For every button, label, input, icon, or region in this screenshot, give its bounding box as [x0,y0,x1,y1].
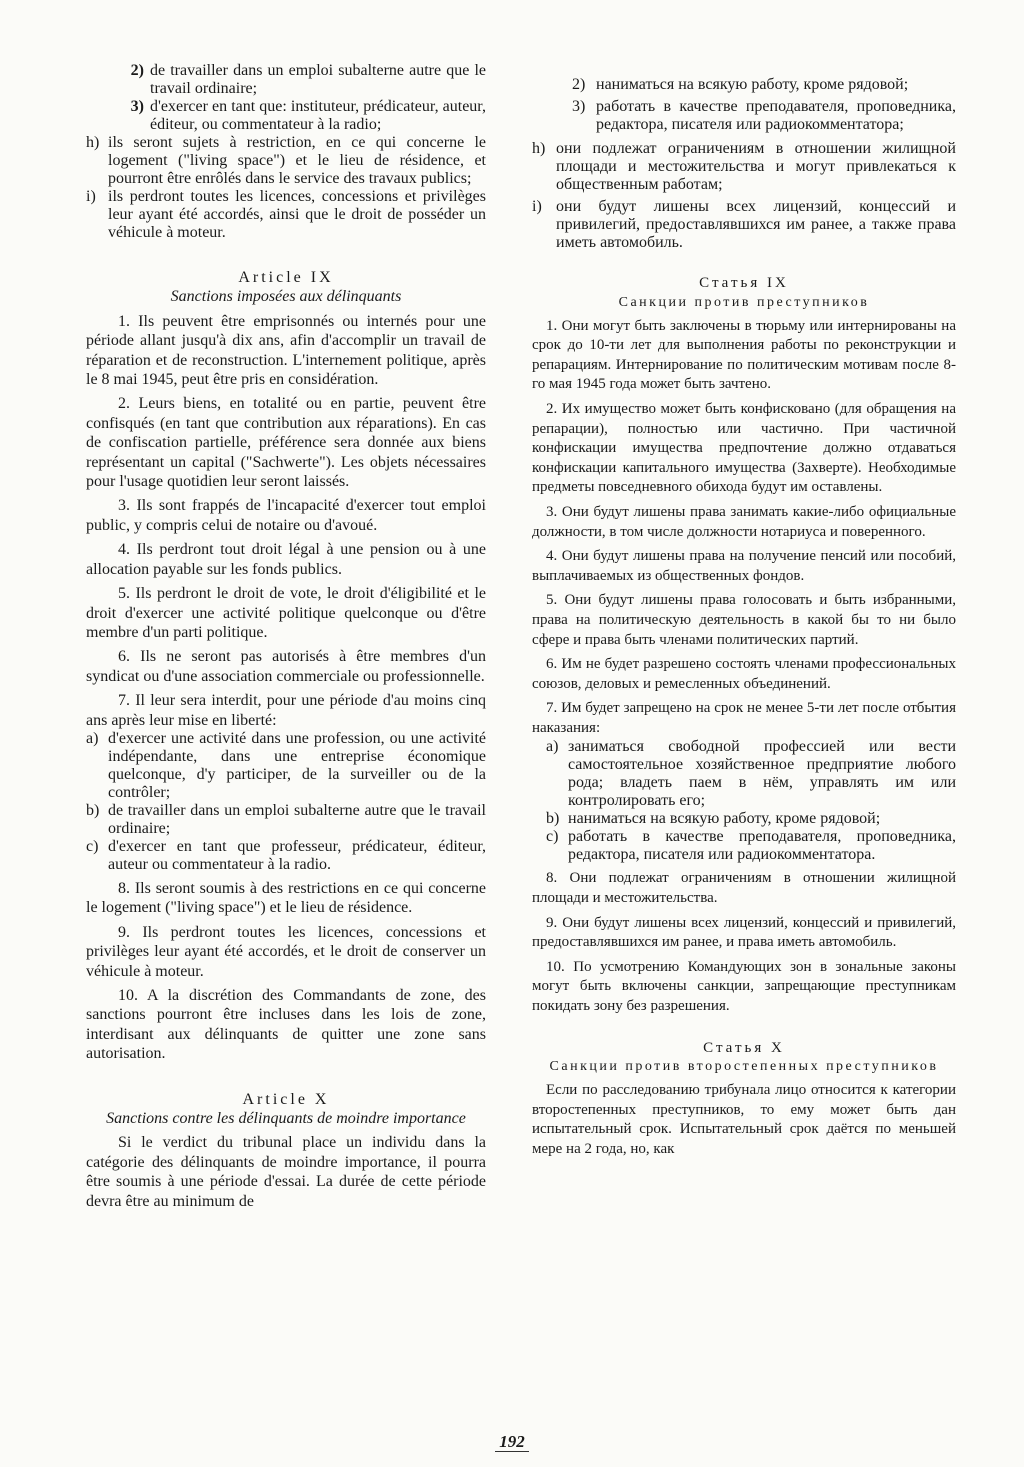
item-label: c) [86,837,99,855]
paragraph: Si le verdict du tribunal place un individu dans la catégorie des délinquants de moindre importance, il pourra être soumis à une période d'essai. La durée de cette période devra être au minimum de [86,1134,486,1210]
item-label: h) [532,140,546,157]
paragraph: 6. Ils ne seront pas autorisés à être membres d'un syndicat ou d'une association commerciale ou professionnelle. [86,648,486,685]
paragraph: 1. Они могут быть заключены в тюрьму или интернированы на срок до 10-ти лет для выполнения работы по реконструкции и репарациям. Интернирование по политическим мотивам после 8-го мая 1945 года может быть зачтено. [532,317,956,393]
paragraph: 10. По усмотрению Командующих зон в зональные законы могут быть включены санкции, запрещающие преступникам покидать зону без разрешения. [532,958,956,1015]
item-label: b) [86,801,100,819]
french-column [86,62,486,1211]
paragraph: 5. Они будут лишены права голосовать и быть избранными, права на политическую деятельность в какой бы то ни было сфере и права быть членами политических партий. [532,592,956,648]
item-text: ils perdront toutes les licences, concessions et privilèges leur ayant été accordés, ainsi que le droit de posséder un véhicule à moteur. [108,188,486,241]
item-text: заниматься свободной профессией или вести самостоятельное хозяйственное предприятие любого рода; владеть паем в нём, управлять им или контролировать его; [568,738,956,810]
list-item [572,76,956,94]
paragraph: 4. Они будут лишены права на получение пенсий или пособий, выплачиваемых из общественных фондов. [532,548,956,584]
item-text: d'exercer en tant que professeur, prédicateur, éditeur, auteur ou commentateur à la radio. [108,837,486,873]
paragraph: 4. Ils perdront tout droit légal à une pension ou à une allocation payable sur les fonds publics. [86,541,486,578]
article-heading: Article IX [238,269,334,286]
list-item [110,62,486,98]
page-number-text: 192 [495,1432,529,1452]
item-text: d'exercer en tant que: instituteur, prédicateur, auteur, éditeur, ou commentateur à la radio; [150,98,486,133]
paragraph: 10. A la discrétion des Commandants de zone, des sanctions pourront être incluses dans les lois de zone, interdisant aux délinquants de quitter une zone sans autorisation. [86,986,486,1063]
item-text: наниматься на всякую работу, кроме рядовой; [596,76,909,93]
paragraph: 3. Ils sont frappés de l'incapacité d'exercer tout emploi public, y compris celui de notaire ou d'avoué. [86,497,486,534]
item-text: работать в качестве преподавателя, проповедника, редактора, писателя или радиокомментатора; [596,98,956,133]
item-label: c) [546,828,559,846]
item-text: работать в качестве преподавателя, проповедника, редактора, писателя или радиокомментатора. [568,828,956,864]
list-item [532,140,956,194]
paragraph: 7. Им будет запрещено на срок не менее 5-ти лет после отбытия наказания: [532,700,956,736]
list-item [572,98,956,134]
item-text: они будут лишены всех лицензий, концессий и привилегий, предоставлявшихся им ранее, а также права иметь автомобиль. [556,198,956,251]
paragraph: 5. Ils perdront le droit de vote, le droit d'éligibilité et le droit d'exercer une activité politique quelconque ou d'être membre d'un parti politique. [86,585,486,641]
item-label: 3) [130,98,144,115]
article-heading: Article X [242,1090,330,1108]
item-text: de travailler dans un emploi subalterne autre que le travail ordinaire; [108,801,486,837]
item-label: i) [86,188,96,205]
article-subheading: Санкции против второстепенных преступников [549,1059,939,1075]
item-text: ils seront sujets à restriction, en ce qui concerne le logement ("living space") et le lieu de résidence, et pourront être enrôlés dans le service des travaux publics; [108,134,486,187]
item-text: de travailler dans un emploi subalterne autre que le travail ordinaire; [150,62,486,97]
item-label: a) [546,738,559,756]
item-label: 3) [572,98,586,115]
item-label: i) [532,198,542,215]
item-label: b) [546,810,560,828]
russian-column [532,76,956,1160]
paragraph: 6. Им не будет разрешено состоять членами профессиональных союзов, деловых и ремесленных объединений. [532,656,956,692]
paragraph: 8. Ils seront soumis à des restrictions en ce qui concerne le logement ("living space") et le lieu de résidence. [86,879,486,917]
paragraph: 1. Ils peuvent être emprisonnés ou internés pour une période allant jusqu'à dix ans, afin d'accomplir un travail de réparation et de reconstruction. L'internement politique, après le 8 mai 1945, peut être pris en considération. [86,312,486,389]
paragraph: 3. Они будут лишены права занимать какие-либо официальные должности, в том числе должности нотариуса и поверенного. [532,503,956,540]
page-number [0,1432,1024,1452]
item-text: наниматься на всякую работу, кроме рядовой; [568,810,881,828]
paragraph: 8. Они подлежат ограничениям в отношении жилищной площади и местожительства. [532,870,956,907]
article-heading: Статья IX [699,275,789,291]
item-text: d'exercer une activité dans une profession, ou une activité indépendante, dans une entreprise économique quelconque, d'y participer, de la surveiller ou de la contrôler; [108,729,486,801]
item-label: h) [86,134,100,151]
paragraph: 2. Их имущество может быть конфисковано (для обращения на репарации), полностью или частично. При частичной конфискации имущества предпочтение должно отдаваться конфискации капитального имущества (Захверте). Необходимые предметы повседневного обихода будут им оставлены. [532,400,956,496]
list-item [86,134,486,188]
item-label: a) [86,729,99,747]
article-heading: Статья X [703,1039,785,1056]
paragraph: 7. Il leur sera interdit, pour une période d'au moins cinq ans après leur mise en liberté: [86,692,486,729]
list-item [546,738,956,810]
list-item [546,810,956,828]
item-text: они подлежат ограничениям в отношении жилищной площади и местожительства и могут привлекаться к общественным работам; [556,140,956,193]
list-item [110,98,486,134]
paragraph: 9. Ils perdront toutes les licences, concessions et privilèges leur ayant été accordés, et le droit de conserver un véhicule à moteur. [86,923,486,980]
list-item [86,838,486,874]
paragraph: 2. Leurs biens, en totalité ou en partie, peuvent être confisqués (en tant que contribution aux réparations). En cas de confiscation partielle, préférence sera donnée aux biens représentant un capital ("Sachwerte"). Les objets nécessaires pour l'usage quotidien leur seront laissés. [86,395,486,491]
article-subheading: Санкции против преступников [618,294,870,310]
item-label: 2) [130,62,144,79]
list-item [86,188,486,242]
article-subheading: Sanctions imposées aux délinquants [170,288,402,306]
list-item [546,828,956,864]
paragraph: 9. Они будут лишены всех лицензий, концессий и привилегий, предоставлявшихся им ранее, и права иметь автомобиль. [532,914,956,951]
list-item [86,730,486,802]
list-item [532,198,956,252]
article-subheading: Sanctions contre les délinquants de moindre importance [106,1110,466,1127]
paragraph: Если по расследованию трибунала лицо относится к категории второстепенных преступников, то ему может быть дан испытательный срок. Испытательный срок даётся по меньшей мере на 2 года, но, как [532,1082,956,1157]
item-label: 2) [572,76,586,93]
list-item [86,802,486,838]
